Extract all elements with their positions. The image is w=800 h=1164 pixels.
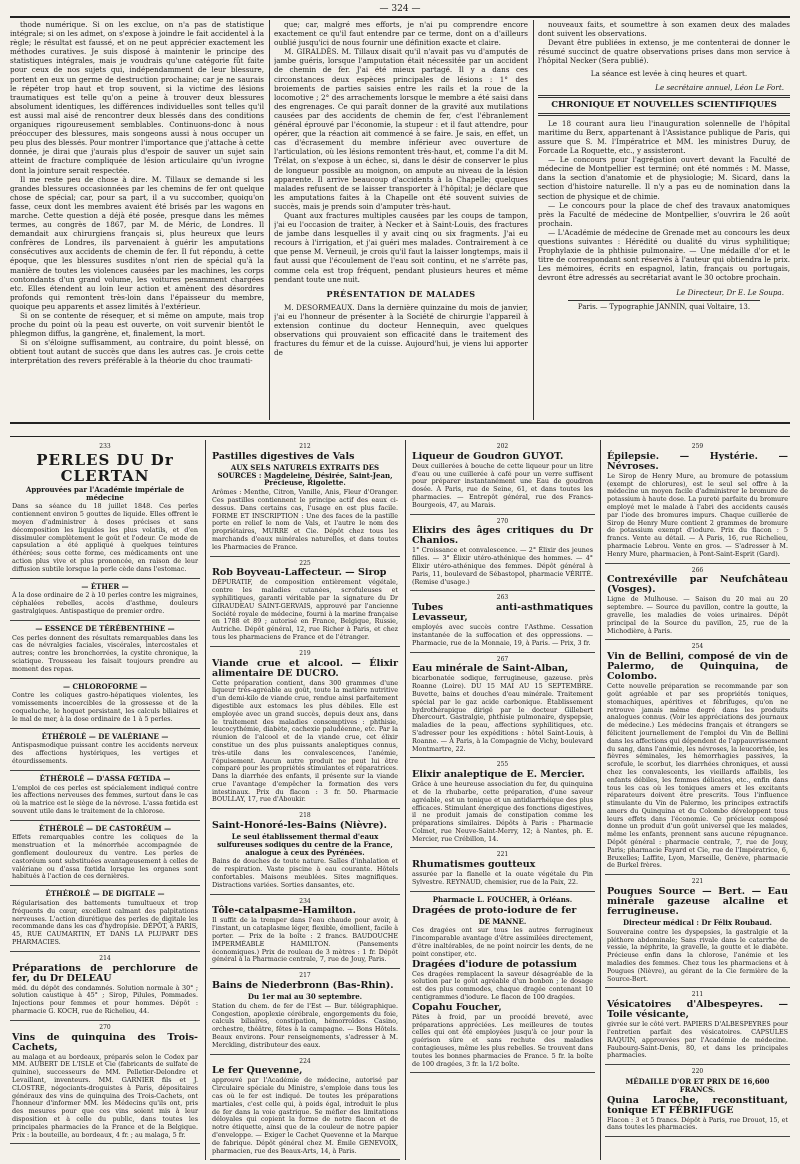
article-paragraph: que; car, malgré mes efforts, je n'ai pu comprendre encore exactement ce qu'il faut entendre par ce terme, dont on a d'ailleurs oublié jusqu'ici de nous fournir une définition exacte et claire. bbox=[274, 20, 528, 48]
ad-title: Vin de Bellini, composé de vin de Palermo, de Quinquina, de Colombo. bbox=[607, 651, 788, 683]
ad-subtitle: Approuvées par l'Académie impériale de médecine bbox=[25, 484, 185, 502]
ad-subtitle: Du 1er mai au 30 septembre. bbox=[247, 992, 363, 1002]
advertisement bbox=[10, 440, 200, 579]
ad-text: Cette nouvelle préparation se recommande par son goût agréable et par ses propriétés toniques, stomachiques, apéritives et fébrifuges, qu'on ne retrouve jamais même degré dans les produits analogues connus. (Voir les appréciations des journaux de médecine.) Les médecins français et étrangers se félicitent journellement de l'emploi du Vin de Bellini dans les affections qui dépendent de l'appauvrissement du sang, dans l'anémie, les névroses, la leucorrhée, les fièvres séminales, les hémorrhagies passives, la scrofule, le scorbut, les diarrhées chroniques, et aussi chez les convalescents, les vieillards affaiblis, les enfants débiles, les femmes délicates, etc., enfin dans tous les cas où les toniques amers et les excitants réparateurs doivent être prescrits. Tous l'influence stimulante du Vin de Palermo, les principes extractifs amers du Quinquina et du Colombo développent tous leurs effets dans l'économie. Ce précieux composé donne un produit d'un goût universel que les malades, même les enfants, prennent sans aucune répugnance. Dépôt général : pharmacie centrale, 7, rue de Jouy, Paris; pharmacie Fayard et Cie, rue de l'Impératrice, 6, Bruxelles; Laffite, Lyon, Marseille, Genève, pharmacie de Burkel frères. bbox=[607, 682, 788, 870]
advertisement bbox=[10, 886, 200, 952]
ad-text: Ces perles donnent des résultats remarquables dans les cas de névralgies faciales, viscérales, intercostales et autres; contre les bronchorrées, la cystite chronique, la sciatique. Trousseau les faisait toujours prendre au moment des repas. bbox=[12, 633, 198, 673]
advertisement bbox=[605, 440, 790, 564]
ad-title: Liqueur de Goudron GUYOT. bbox=[412, 450, 564, 462]
ad-text: Ces dragées remplacent la saveur désagréable de la solution par le goût agréable d'un bonbon ; le dosage est des plus commodes, chaque dragée contenant 10 centigrammes d'iodure. Le flacon de 100 dragées. bbox=[412, 969, 593, 1002]
column-divider bbox=[600, 440, 601, 1160]
ad-text: Ces dragées ont sur tous les autres ferrugineux l'incomparable avantage d'être assimilées directement, d'être inaltérables, de ne point noircir les dents, de ne point constiper, etc. bbox=[412, 926, 593, 958]
ad-number: 220 bbox=[691, 1068, 704, 1076]
article-paragraph: M. DESORMEAUX. Dans la dernière quinzaine du mois de janvier, j'ai eu l'honneur de présenter à la Société de chirurgie l'appareil à extension continue du docteur Hennequin, avec quelques observations qui prouvaient son efficacité dans le traitement des fractures du fémur et de la cuisse. Aujourd'hui, je viens lui apporter de bbox=[274, 302, 528, 358]
ad-title: Préparations de perchlorure de fer, du Dr DELEAU bbox=[12, 962, 198, 984]
ad-title: ÉTHÉROLÉ — DE VALÉRIANE — bbox=[41, 731, 169, 741]
advertisement bbox=[210, 1055, 400, 1160]
ad-text: À la dose ordinaire de 2 à 10 perles contre les migraines, céphalées rebelles, accès d'asthme, douleurs gastralgiques. Antispastique de premier ordre. bbox=[12, 591, 198, 615]
advertisement bbox=[10, 729, 200, 771]
ad-title: Quina Laroche, reconstituant, tonique ET FÉBRIFUGE bbox=[607, 1094, 788, 1116]
advertisement bbox=[410, 591, 595, 652]
ad-text: Souveraine contre les dyspepsies, la gastralgie et la pléthore abdominale; Sans rivale dans le catarrhe de vessie, la néphrite, la gravelle, la goutte et le diabète. Précieuse enfin dans la chlorose, l'anémie et les maladies des femmes. Chez tous les pharmaciens et à Pougues (Nièvre), au gérant de la Cie fermière de la Source-Bert. bbox=[607, 927, 788, 983]
advertisement bbox=[10, 821, 200, 887]
ad-subtitle: Le seul établissement thermal d'eaux sulfureuses sodiques du centre de la France, analogue à ceux des Pyrénées. bbox=[217, 832, 393, 857]
ad-title: — CHLOROFORME — bbox=[63, 681, 147, 691]
ad-number: 214 bbox=[99, 954, 111, 962]
divider bbox=[538, 95, 790, 98]
ad-text: Contre les coliques gastro-hépatiques violentes, les vomissements incoercibles de la grossesse et de la coqueluche, le hoquet persistant, les calculs biliaires et le mal de mer, à la dose ordinaire de 1 à 5 perles. bbox=[12, 691, 198, 723]
ad-text: L'emploi de ces perles est spécialement indiqué contre les affections nerveuses des femmes, surtout dans le cas où la matrice est le siège de la névrose. L'assa fœtida est souvent utile dans le traitement de la chlorose. bbox=[12, 783, 198, 815]
ad-number: 224 bbox=[299, 1057, 311, 1065]
article-paragraph: — Le concours pour l'agrégation ouvert devant la Faculté de médecine de Montpellier est terminé; ont été nommés : M. Masse, dans la section d'anatomie et de physiologie; M. Sicard, dans la section d'histoire naturelle. Il n'y a pas eu de nomination dans la section de physique et de chimie. bbox=[538, 155, 790, 201]
ad-text: Régularisation des battements tumultueux et trop fréquents du cœur, excellent calmant des palpitations nerveuses. L'action diurétique des perles de digitale les recommande dans les cas d'hydropisie. DÉPÔT, à PARIS, 45, RUE CAUMARTIN, ET DANS LA PLUPART DES PHARMACIES. bbox=[12, 899, 198, 947]
ad-title: Tubes anti-asthmatiques Levasseur, bbox=[412, 602, 593, 624]
ads-column-3 bbox=[410, 440, 595, 1160]
ad-title: Dragées de proto-iodure de fer bbox=[412, 904, 577, 916]
ad-text: Il suffit de la tremper dans l'eau chaude pour avoir, à l'instant, un cataplasme léger, flexible, émollient, facile à porter. — Prix de la boîte : 2 francs. BAUDOUCHE IMPERMÉABLE HAMILTON. (Pansements économiques.) Prix de rouleau de 3 mètres : 1 fr. Dépôt général à la Pharmacie centrale, 7, rue de Jouy, Paris. bbox=[212, 916, 398, 964]
ad-text: Pâtes à froid, par un procédé breveté, avec préparations appréciées. Les meilleures de toutes celles qui ont été employées jusqu'à ce jour pour la guérison sûre et sans rechute des maladies contagieuses, même les plus rebelles. Se trouvent dans toutes les bonnes pharmacies de France. 5 fr. la boîte de 100 dragées, 3 fr. la 1/2 boîte. bbox=[412, 1012, 593, 1068]
article-column-2 bbox=[274, 20, 528, 420]
ad-number: 202 bbox=[496, 443, 509, 450]
ad-title: Pastilles digestives de Vals bbox=[212, 450, 355, 462]
divider bbox=[568, 300, 760, 301]
ad-number: 255 bbox=[496, 761, 509, 769]
advertisement bbox=[210, 969, 400, 1054]
ad-text: Grâce à une heureuse association du fer, du quinquina et de la rhubarbe, cette préparation, d'une saveur agréable, est un tonique et un antidiarrhéique des plus efficaces. Stimulant énergique des fonctions digestives, il ne produit jamais de constipation comme les préparations similaires. Dépôts à Paris : Pharmacie Colmet, rue Neuve-Saint-Merry, 12; à Nantes, ph. E. Mercier, rue Crébillon, 14. bbox=[412, 780, 593, 843]
ad-text: au malaga et au bordeaux, préparés selon le Codex par MM. AUBERT DE L'ISLE et Cie (fabricants de sulfate de quinine), successeurs de MM. Pelletier-Delondre et Levaillant, inventeurs. MM. GARNIER fils et J. CLOSTRE, négociants-droguistes à Paris, dépositaires généraux des vins de quinquina des Trois-Cachets, ont l'honneur d'informer MM. les Médecins qu'ils ont, pris des mesures pour que ces vins soient mis à leur disposition et à celle du public, dans toutes les principales pharmacies de la France et de la Belgique. Prix : la bouteille, au bordeaux, 4 fr. ; au malaga, 5 fr. bbox=[12, 1052, 198, 1139]
ad-title: — ÉTHER — bbox=[81, 581, 129, 591]
ad-number: 217 bbox=[299, 972, 311, 980]
ad-number: 254 bbox=[691, 643, 704, 651]
advertisement bbox=[10, 952, 200, 1021]
ad-text: Antispasmodique puissant contre les accidents nerveux des affections hystériques, les vertiges et étourdissements. bbox=[12, 741, 198, 765]
ad-title: PERLES DU Dr CLERTAN bbox=[36, 450, 174, 485]
advertisement bbox=[410, 892, 595, 1074]
ad-text: méd. du dépôt des condamnés. Solution normale à 30° ; solution caustique à 45° ; Sirop, Pilules, Pommades. Injections pour femmes et pour hommes. Dépôt : pharmacie G. KOCH, rue de Richelieu, 44. bbox=[12, 983, 198, 1016]
advertisement bbox=[210, 440, 400, 557]
ad-number: 219 bbox=[299, 649, 311, 657]
ad-number: 211 bbox=[691, 991, 704, 999]
ad-number: 259 bbox=[691, 443, 704, 450]
advertisement bbox=[210, 557, 400, 647]
ad-title: Contrexéville par Neufchâteau (Vosges). bbox=[607, 574, 788, 596]
ad-subtitle: AUX SELS NATURELS EXTRAITS DES SOURCES : Magdeleine, Désirée, Saint-Jean, Précieuse, Rigolette. bbox=[217, 462, 393, 488]
director-signature: Le Directeur, Dr E. Le Soupa. bbox=[676, 288, 784, 298]
ad-title: Viande crue et alcool. — Élixir alimentaire DE DUCRO. bbox=[212, 657, 398, 679]
article-paragraph: Le 18 courant aura lieu l'inauguration solennelle de l'hôpital maritime du Berx, appartenant à l'Assistance publique de Paris, qui assure que S. M. l'Impératrice et MM. les ministres Duruy, de Forcade La Roquette, etc., y assisteront. bbox=[538, 118, 790, 156]
ad-title: Eau minérale de Saint-Alban, bbox=[412, 663, 569, 675]
ads-column-1 bbox=[10, 440, 200, 1160]
page-number: — 324 — bbox=[379, 4, 421, 14]
article-paragraph: — Le concours pour la place de chef des travaux anatomiques près la Faculté de médecine de Montpellier, s'ouvrira le 26 août prochain. bbox=[538, 200, 790, 228]
ad-number: 225 bbox=[299, 559, 311, 567]
ad-number: 266 bbox=[691, 566, 704, 574]
printer-line: Paris. — Typographie JANNIN, quai Voltaire, 13. bbox=[577, 302, 751, 311]
ad-title: Bains de Niederbronn (Bas-Rhin). bbox=[212, 980, 394, 992]
article-column-1 bbox=[10, 20, 264, 420]
ad-text: Le Sirop de Henry Mure, au bromure de potassium (exempt de chlorures), est le seul sel offre à la médecine un moyen facile d'administrer le bromure de potassium à haute dose. La pureté parfaite du bromure employé met le malade à l'abri des accidents causés par l'iode des bromures impurs. Chaque cuillerée de Sirop de Henry Mure contient 2 grammes de bromure de potassium exempt d'iodure. Prix du flacon : 5 francs. Vente au détail. — À Paris, 16, rue Richelieu, pharmacie Lebrou. Vente en gros. — S'adresser à M. Henry Mure, pharmacien, à Pont-Saint-Esprit (Gard). bbox=[607, 471, 788, 558]
ad-text: Ligne de Mulhouse. — Saison du 20 mai au 20 septembre. — Source du pavillon, contre la goutte, la gravelle, les maladies de voies urinaires. Dépôt principal de la Source du pavillon, 25, rue de la Michodière, à Paris. bbox=[607, 595, 788, 635]
column-divider bbox=[269, 20, 270, 420]
ad-text: employés avec succès contre l'Asthme. Cessation instantanée de la suffocation et des oppressions. — Pharmacie, rue de la Monnaie, 19, à Paris. — Prix, 3 fr. bbox=[412, 623, 593, 647]
ad-title: Elixir analeptique de E. Mercier. bbox=[412, 769, 585, 781]
column-divider bbox=[205, 440, 206, 1160]
article-paragraph: nouveaux faits, et soumettre à son examen deux des malades dont suivent les observations. bbox=[538, 20, 790, 39]
ad-text: Bains de douches de toute nature. Salles d'inhalation et de respiration. Vaste piscine à eau courante. Hôtels confortables. Maisons meublées. Sites magnifiques. Distractions variées. Sorties dansantes, etc. bbox=[212, 857, 398, 889]
ad-text: bicarbonatée sodique, ferrugineuse, gazeuse. près Roanne (Loire). DU 15 MAI AU 15 SEPTEMBRE. Buvette, bains et douches d'eau minérale. Traitement spécial par le gaz acide carbonique. Établissement hydrothérapique dirigé par le docteur Gillebert Dhercourt. Gastralgie, phthisie pulmonaire, dyspepsie, maladies de la peau, affections syphilitiques, etc. S'adresser pour les expéditions : hôtel Saint-Louis, à Roanne. — À Paris, à la Compagnie de Vichy, boulevard Montmartre, 22. bbox=[412, 674, 593, 753]
section-title-presentation: PRÉSENTATION DE MALADES bbox=[326, 288, 476, 299]
article-paragraph: Si on s'éloigne suffisamment, au contraire, du point blessé, on obtient tout autant de succès que dans les autres cas. Je crois cette interprétation des revers préférable à la théorie du choc traumati- bbox=[10, 338, 264, 366]
ad-number: 267 bbox=[496, 655, 509, 663]
ad-text: DÉPURATIF, de composition entièrement végétale, contre les maladies cutanées, scrofuleuses et syphilitiques, garanti véritable par la signature du Dr GIRAUDEAU SAINT-GERVAIS, approuvé par l'ancienne Société royale de médecine, fourni à la marine française en 1788 et 89 ; autorisé en France, Belgique, Russie, Autriche. Dépôt général, 12, rue Richer à Paris, et chez tous les pharmaciens de France et de l'étranger. bbox=[212, 578, 398, 641]
article-paragraph: Quant aux fractures multiples causées par les coups de tampon, j'ai eu l'occasion de traiter, à Necker et à Saint-Louis, des fractures de jambe dans lesquelles il y avait cinq ou six fragments. J'ai eu recours à l'irrigation, et j'ai guéri mes malades. Contrairement à ce que pense M. Verneuil, je crois qu'il faut la laisser longtemps, mais il faut aussi que l'écoulement de l'eau soit continu, et ne s'arrête pas, comme cela est trop fréquent, pendant plusieurs heures et même pendant toute une nuit. bbox=[274, 210, 528, 284]
advertisement bbox=[605, 1065, 790, 1137]
ad-title: ÉTHÉROLÉ — D'ASSA FŒTIDA — bbox=[39, 773, 171, 783]
ad-title: Rhumatismes goutteux bbox=[412, 859, 536, 871]
article-column-3 bbox=[538, 20, 790, 420]
column-divider bbox=[533, 20, 534, 420]
advertisement bbox=[410, 515, 595, 592]
ad-number: 263 bbox=[496, 594, 509, 602]
ad-number: 233 bbox=[99, 443, 111, 450]
ad-title: Pougues Source — Bert. — Eau minérale gazeuse alcaline et ferrugineuse. bbox=[607, 886, 788, 918]
ad-title: Épilepsie. — Hystérie. — Névroses. bbox=[607, 450, 788, 472]
top-rule bbox=[10, 16, 790, 18]
advertisement bbox=[605, 988, 790, 1065]
ad-number: 218 bbox=[299, 812, 311, 820]
session-end: La séance est levée à cinq heures et quart. bbox=[590, 69, 748, 79]
article-paragraph: thode numérique. Si on les exclue, on n'a pas de statistique intégrale; si on les admet, on s'expose à joindre le fait accidentel à la règle; le résultat est faussé, et on ne peut apprécier exactement les méthodes curatives. Je suis disposé à maintenir le principe des statistiques intégrales, mais je voudrais qu'une catégorie fût faite pour ceux de nos sujets qui, indépendamment de leur blessure, portent en eux un germe de destruction prochaine; car je ne saurais le répéter trop haut et trop souvent, si la victime des lésions traumatiques est telle qu'on a peine à trouver deux blessures absolument identiques, les différences individuelles sont telles qu'il est aussi mal aisé de rencontrer deux blessés dans des conditions organiques rigoureusement semblables. Continuons-donc à nous préoccuper des blessures, mais songeons aussi à nous occuper un peu plus des blessés. Pour montrer l'importance que j'attache à cette donnée, je dirai que j'aurais plus d'espoir de sauver un sujet sain atteint de fracture compliquée de lésion articulaire qu'un ivrogne dont la jointure serait respectée. bbox=[10, 20, 264, 175]
article-paragraph: — L'Académie de médecine de Grenade met au concours les deux questions suivantes : Hérédité ou dualité du virus syphilitique; Prophylaxie de la phthisie pulmonaire. — Une médaille d'or et le titre de correspondant sont réservés à l'auteur qui obtiendra le prix. Les mémoires, écrits en espagnol, latin, français ou portugais, devront être adressés au secrétariat avant le 30 octobre prochain. bbox=[538, 227, 790, 283]
advertisement bbox=[10, 771, 200, 821]
ads-rule bbox=[10, 436, 790, 437]
ad-text: givrée sur le côté vert. PAPIERS D'ALBESPEYRES pour l'entretien parfait des vésicatoires. CAPSULES RAQUIN, approuvées par l'Académie de médecine. Faubourg-Saint-Denis, 80, et dans les principales pharmacies. bbox=[607, 1020, 788, 1060]
section-rule bbox=[10, 422, 790, 424]
article-paragraph: Si on se contente de résequer, et si même on ampute, mais trop proche du point où la peau est ouverte, on voit survenir bientôt le phlegmon diffus, la gangrène, et, finalement, la mort. bbox=[10, 311, 264, 339]
ad-title: ÉTHÉROLÉ — DE CASTORÉUM — bbox=[38, 823, 172, 833]
ad-number: 270 bbox=[99, 1023, 111, 1031]
advertisement bbox=[10, 621, 200, 679]
ad-title: Le fer Quevenne, bbox=[212, 1065, 303, 1077]
ad-title: Dragées d'iodure de potassium bbox=[412, 958, 577, 970]
advertisement bbox=[605, 875, 790, 988]
ad-title: Saint-Honoré-les-Bains (Nièvre). bbox=[212, 820, 387, 832]
ad-subtitle: Directeur médical : Dr Félix Roubaud. bbox=[623, 918, 772, 928]
advertisement bbox=[605, 640, 790, 875]
secretary-signature: Le secrétaire annuel, Léon Le Fort. bbox=[655, 82, 784, 92]
ad-subtitle: MÉDAILLE D'OR ET PRIX DE 16,600 FRANCS. bbox=[625, 1077, 770, 1094]
ad-title: ÉTHÉROLÉ — DE DIGITALE — bbox=[45, 889, 165, 899]
ads-column-4 bbox=[605, 440, 790, 1160]
ad-text: Effets remarquables contre les coliques de la menstruation et la ménorrhée accompagnée de gonflement douloureux du ventre. Les perles de castoréum sont substituées avantageusement à celles de valériane ou d'assa fœtida lorsque les organes sont habitués à l'action de ces dernières. bbox=[12, 833, 198, 881]
ad-text: Dans sa séance du 18 juillet 1848. Ces perles contiennent environ 5 gouttes de liquide. Elles offrent le moyen d'administrer à doses précises et sans décomposition les liquides les plus volatils, et d'en dissimuler complètement le goût et l'odeur. Ce mode de capsulation a été appliqué à quelques teintures éthérées; sous cette forme, ces médicaments ont une action plus vive et plus prononcée, en raison de leur diffusion subtile lorsque la perle cède dans l'estomac. bbox=[12, 502, 198, 573]
column-divider bbox=[405, 440, 406, 1160]
ad-number: 270 bbox=[496, 517, 509, 525]
section-title-chronicle: CHRONIQUE ET NOUVELLES SCIENTIFIQUES bbox=[551, 99, 777, 110]
advertisement bbox=[410, 653, 595, 759]
ad-text: Deux cuillerées à bouche de cette liqueur pour un litre d'eau ou une cuillerée à café pour un verre suffisent pour préparer instantanément une Eau de goudron dosée. À Paris, rue de Seine, 61, et dans toutes les pharmacies. — Entrepôt général, rue des Francs-Bourgeois, 47, au Marais. bbox=[412, 461, 593, 509]
ads-column-2 bbox=[210, 440, 400, 1160]
ad-title: Tôle-catalpasme-Hamilton. bbox=[212, 905, 356, 917]
advertisement bbox=[10, 1021, 200, 1145]
advertisement bbox=[410, 848, 595, 891]
ad-subtitle: DE MANNE. bbox=[478, 916, 527, 926]
advertisement bbox=[10, 579, 200, 621]
ad-title: — ESSENCE DE TÉRÉBENTHINE — bbox=[35, 623, 175, 633]
article-paragraph: Devant être publiées in extenso, je me contenterai de donner le résumé succinct de quatre observations prises dans mon service à l'hôpital Necker (Sera publié). bbox=[538, 38, 790, 66]
ad-number: 212 bbox=[299, 443, 311, 450]
article-paragraph: Il me reste peu de chose à dire. M. Tillaux se demande si les grandes blessures occasionnées par les chemins de fer ont quelque chose de spécial; car, pour sa part, il a vu succomber, quoiqu'on fasse, ceux dont les membres avaient été brisés par les wagons en marche. Cette question a déjà été posée, presque dans les mêmes termes, au congrès de 1867, par M. de Méric, de Londres. Il demandait aux chirurgiens français si, plus heureux que leurs confrères de Londres, ils parvenaient à guérir les amputations consécutives aux accidents de chemin de fer. Il fut répondu, à cette époque, que les blessures susdites n'ont rien de spécial qu'à la manière de toutes les violences causées par les machines, les corps contondants d'un grand volume, les voitures pesamment chargées etc. Elles étendent au loin leur action et amènent des désordres profonds qui remontent très-loin dans l'épaisseur du membre, quoique peu apparents et assez limités à l'extérieur. bbox=[10, 174, 264, 311]
ad-text: assurée par la flanelle et la ouate végétale du Pin Sylvestre. REYNAUD, chemisier, rue de la Paix, 22. bbox=[412, 870, 593, 887]
ad-text: Station du chem. de fer de l'Est — Bur. télégraphique. Congestion, apoplexie cérébrale, engorgements du foie, calculs biliaires, constipation, hémorroïdes. Casino, orchestre, théâtre, fêtes à la campagne. — Bons Hôtels. Beaux environs. Pour renseignements, s'adresser à M. Merckling, distributeur des eaux. bbox=[212, 1001, 398, 1049]
advertisement bbox=[605, 564, 790, 641]
ad-title: Vésicatoires d'Albespeyres. — Toile vésicante, bbox=[607, 999, 788, 1021]
ad-title: Elixirs des âges critiques du Dr Chanios. bbox=[412, 525, 593, 547]
ad-text: Cette préparation contient, dans 300 grammes d'une liqueur très-agréable au goût, toute la matière nutritive d'un demi-kilo de viande crue, rendue ainsi parfaitement digestible aux estomacs les plus débiles. Elle est employée avec un grand succès, depuis deux ans, dans le traitement des maladies consomptives : phthisie, leucocythémie, diabète, cachexie paludéenne, etc. Par la réunion de l'alcool et de la viande crue, cet élixir constitue un des plus puissants analeptiques connus, très-utile dans les convalescences, l'anémie, l'épuisement. Aucun autre produit ne peut lui être comparé pour les propriétés stimulantes et réparatrices. Dans la diarrhée des enfants, il présente sur la viande crue l'avantage d'empêcher la formation des vers intestinaux. Prix du flacon : 3 fr. 50. Pharmacie BOULLAY, 17, rue d'Aboukir. bbox=[212, 678, 398, 804]
advertisement bbox=[210, 809, 400, 894]
advertisement bbox=[210, 895, 400, 970]
ad-text: approuvé par l'Académie de médecine, autorisé par Circulaire spéciale du Ministre, s'emploie dans tous les cas où le fer est indiqué. De toutes les préparations martiales, c'est celle qui, à poids égal, introduit le plus de fer dans la voie gastrique. Se méfier des limitations déloyales qui copient la forme de notre flacon et de notre étiquette, ainsi que de la couleur de notre papier d'enveloppe. — Exiger le Cachet Quevenne et la Marque de fabrique. Dépôt général chez M. Émile GENEVOIX, pharmacien, rue des Beaux-Arts, 14, à Paris. bbox=[212, 1076, 398, 1155]
ad-number: 234 bbox=[299, 897, 311, 905]
ad-number: 221 bbox=[691, 878, 704, 886]
ad-text: Flacon : 3 et 5 francs. Dépôt à Paris, rue Drouot, 15, et dans toutes les pharmacies. bbox=[607, 1115, 788, 1132]
ad-title: Rob Boyveau-Laffecteur. — Sirop bbox=[212, 567, 387, 579]
ad-title: Pharmacie L. FOUCHER, à Orléans. bbox=[432, 894, 573, 904]
ad-text: Arômes : Menthe, Citron, Vanille, Anis, Fleur d'Oranger. Ces pastilles contiennent le principe actif des eaux ci-dessus. Dans certains cas, l'usage en est plus facile. FORME ET INSCRIPTION : Une des faces de la pastille porte en relief le nom de Vals, et l'autre le nom des propriétaires, MURRE et Cie. Dépôt chez tous les marchands d'eaux minérales naturelles, et dans toutes les Pharmacies de France. bbox=[212, 488, 398, 551]
advertisement bbox=[410, 440, 595, 515]
ad-title: Vins de quinquina des Trois-Cachets, bbox=[12, 1031, 198, 1053]
divider bbox=[538, 113, 790, 116]
advertisement bbox=[210, 647, 400, 810]
ad-text: 1° Croissance et convalescence. — 2° Élixir des jeunes filles. — 3° Élixir utéro-athénique des hommes. — 4° Élixir utéro-athénique des femmes. Dépôt général à Paris, 11, boulevard de Sébastopol, pharmacie VÉRITÉ. (Remise d'usage.) bbox=[412, 546, 593, 586]
advertisement bbox=[410, 758, 595, 848]
article-paragraph: M. GIRALDÈS. M. Tillaux disait qu'il n'avait pas vu d'amputés de jambe guéris, lorsque l'amputation était nécessitée par un accident de chemin de fer. J'ai été mieux partagé. Il y a dans ces circonstances deux espèces principales de lésions : 1° des broiements de parties saisies entre les rails et la roue de la locomotive ; 2° des arrachements lorsque le membre a été saisi dans des engrenages. Ce qui paraît donner de la gravité aux mutilations causées par des accidents de chemin de fer, c'est l'ébranlement général éprouvé par l'économie, la stupeur : et il faut attendre, pour opérer, que la réaction ait commencé à se faire. Je sais, en effet, un cas d'écrasement du membre inférieur avec ouverture de l'articulation, où les lésions remontent très-haut, et, comme l'a dit M. Trélat, on s'expose à un échec, si, dans le désir de conserver le plus de longueur possible au moignon, on ampute au niveau de la lésion apparente. Il arrive beaucoup d'accidents à la Chapelle; quelques malades refusent de se laisser transporter à l'hôpital; je déclare que les amputations faites à la Chapelle ont été souvent suivies de succès, mais je prends soin d'amputer très-haut. bbox=[274, 47, 528, 211]
advertisement bbox=[10, 679, 200, 729]
ad-title: Copahu Foucher, bbox=[412, 1001, 502, 1013]
ad-number: 221 bbox=[496, 851, 509, 859]
